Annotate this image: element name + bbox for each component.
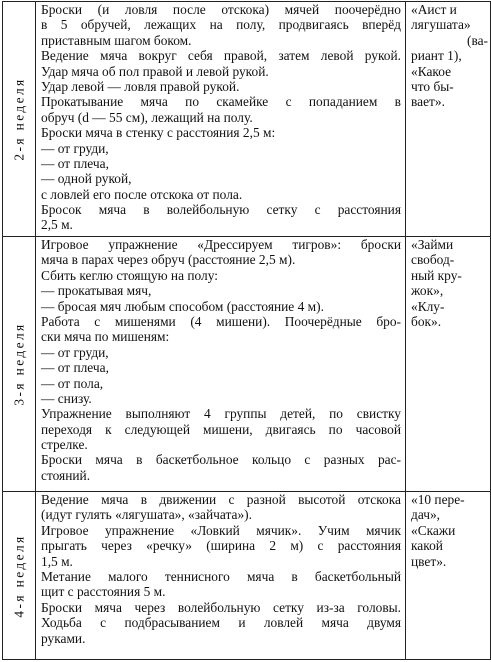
exercise-line: — от груди, xyxy=(41,140,109,156)
exercise-line: Броски мяча в стенку с расстояния 2,5 м: xyxy=(41,125,276,141)
exercise-line: Удар левой — ловля правой рукой. xyxy=(41,78,240,94)
game-line: какой xyxy=(411,538,443,554)
table-row-week-3 xyxy=(3,237,491,492)
game-line: «Займи xyxy=(411,237,454,252)
exercise-line: Прокатывание мяча по скамейке с попаданием в xyxy=(41,94,401,110)
exercise-line: Броски мяча в баскетбольное кольцо с разных рас- xyxy=(41,452,401,468)
games-cell xyxy=(406,492,491,660)
exercise-line: 2,5 м. xyxy=(41,217,73,233)
table-row-week-2 xyxy=(3,2,491,237)
game-line: «Аист и xyxy=(411,2,457,17)
game-line: бок». xyxy=(411,313,442,329)
exercise-line: — от плеча, xyxy=(41,360,109,376)
game-line: лягушата» xyxy=(411,17,471,33)
exercise-line: — от груди, xyxy=(41,344,109,360)
exercise-line: (идут гулять «лягушата», «зайчата»). xyxy=(41,507,252,523)
exercise-line: Бросок мяча в волейбольную сетку с расстояния xyxy=(41,202,401,218)
game-line: цвет». xyxy=(411,553,447,569)
exercise-line: приставным шагом боком. xyxy=(41,32,192,48)
exercise-line: стрелке. xyxy=(41,437,88,453)
exercise-line: ски мяча по мишеням: xyxy=(41,329,170,345)
exercise-line: прыгать через «речку» (ширина 2 м) с расстояния xyxy=(41,538,401,554)
game-line: «Какое xyxy=(411,63,452,79)
exercise-line: Ходьба с подбрасыванием и ловлей мяча двумя xyxy=(41,615,401,631)
exercise-line: обруч (d — 55 см), лежащий на полу. xyxy=(41,109,253,125)
game-line: жок», xyxy=(411,283,444,299)
exercise-line: с ловлей его после отскока от пола. xyxy=(41,186,243,202)
exercise-line: Игровое упражнение «Ловкий мячик». Учим мячик xyxy=(41,522,401,538)
exercise-line: Работа с мишенями (4 мишени). Поочерёдные бро- xyxy=(41,313,401,329)
week-label: 4-я неделя xyxy=(11,533,27,618)
week-cell xyxy=(3,2,36,237)
exercises-cell xyxy=(36,237,406,492)
exercise-line: руками. xyxy=(41,630,86,646)
exercises-cell xyxy=(36,2,406,237)
exercise-line: Ведение мяча вокруг себя правой, затем левой рукой. xyxy=(41,48,401,64)
exercise-line: щит с расстояния 5 м. xyxy=(41,584,166,600)
game-line: вает». xyxy=(411,94,445,110)
exercise-line: Игровое упражнение «Дрессируем тигров»: броски xyxy=(41,237,401,252)
exercise-line: мяча в парах через обруч (расстояние 2,5 м). xyxy=(41,252,296,268)
game-line: (ва- xyxy=(466,32,488,48)
exercise-line: Метание малого теннисного мяча в баскетбольный xyxy=(41,568,401,584)
week-cell xyxy=(3,237,36,492)
game-line: «10 пере- xyxy=(411,492,465,507)
game-line: риант 1), xyxy=(411,48,462,64)
week-label: 2-я неделя xyxy=(11,77,27,161)
game-line: что бы- xyxy=(411,78,454,94)
game-line: «Клу- xyxy=(411,298,445,314)
exercise-line: Броски (и ловля после отскока) мячей поочерёдно xyxy=(41,2,401,17)
exercise-line: — одной рукой, xyxy=(41,171,132,187)
games-cell xyxy=(406,2,491,237)
game-line: дач», xyxy=(411,507,440,523)
exercise-line: — бросая мяч любым способом (расстояние 4 м). xyxy=(41,298,324,314)
exercise-line: переходя к следующей мишени, двигаясь по часовой xyxy=(41,421,401,437)
exercise-line: Удар мяча об пол правой и левой рукой. xyxy=(41,63,269,79)
week-cell xyxy=(3,492,36,660)
exercise-line: — от пола, xyxy=(41,375,104,391)
exercise-line: Броски мяча через волейбольную сетку из-за головы. xyxy=(41,599,401,615)
exercise-line: — снизу. xyxy=(41,390,92,406)
table-row-week-4 xyxy=(3,492,491,660)
game-line: ный кру- xyxy=(411,267,462,283)
exercise-line: — от плеча, xyxy=(41,155,109,171)
exercise-line: в 5 обручей, лежащих на полу, продвигаясь вперёд xyxy=(41,17,401,33)
exercise-line: 1,5 м. xyxy=(41,553,73,569)
games-cell xyxy=(406,237,491,492)
exercise-line: — прокатывая мяч, xyxy=(41,283,152,299)
exercise-line: стояний. xyxy=(41,467,91,483)
exercise-line: Ведение мяча в движении с разной высотой отскока xyxy=(41,492,401,507)
week-label: 3-я неделя xyxy=(11,322,27,406)
exercise-line: Упражнение выполняют 4 группы детей, по свистку xyxy=(41,406,401,422)
exercises-cell xyxy=(36,492,406,660)
exercise-plan-table xyxy=(2,1,491,660)
game-line: «Скажи xyxy=(411,522,456,538)
exercise-line: Сбить кеглю стоящую на полу: xyxy=(41,267,218,283)
game-line: свобод- xyxy=(411,252,455,268)
